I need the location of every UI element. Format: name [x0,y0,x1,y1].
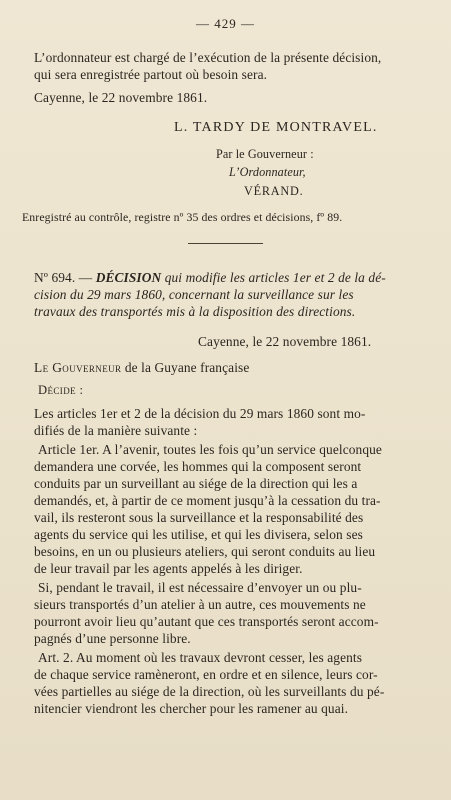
body-line: difiés de la manière suivante : [34,423,198,438]
by-governor: Par le Gouverneur : [216,147,314,161]
body-line: agents du service qui les utilise, et qui les divisera, selon ses [34,527,363,542]
body-line: sieurs transportés d’un atelier à un autre, ces mouvements ne [34,597,366,612]
body-line: demandés, et, à partir de ce moment jusqu’à la cessation du tra- [34,493,381,508]
body-line: demandera une corvée, les hommes qui la composent seront [34,459,362,474]
governor-line [34,360,249,376]
body-line: nitencier viendront les chercher pour les ramener au quai. [34,701,349,716]
decision-date: Cayenne, le 22 novembre 1861. [198,334,372,349]
body-line: pagnés d’une personne libre. [34,631,191,646]
separator-rule [188,243,263,244]
body-line: conduits par un surveillant au siége de la direction qui les a [34,476,358,491]
body-line: Art. 2. Au moment où les travaux devront cesser, les agents [38,650,363,665]
decision-title-line-3: travaux des transportés mis à la disposition des directions. [34,304,356,319]
governor-territory: de la Guyane française [124,360,250,375]
page-number: — 429 — [196,16,255,31]
body-line: pourront avoir lieu qu’autant que ces transportés seront accom- [34,614,379,629]
decision-number: Nº 694. [34,270,76,285]
closing-line-1: L’ordonnateur est chargé de l’exécution de la présente décision, [34,50,382,65]
decision-title-line-1: qui modifie les articles 1er et 2 de la dé- [164,270,386,285]
ordonnateur-name: VÉRAND. [244,184,304,198]
governor-title: Le Gouverneur [34,360,122,375]
body-line: de chaque service ramèneront, en ordre et en silence, leurs cor- [34,667,378,682]
decision-title-word: DÉCISION [95,270,162,285]
closing-line-2: qui sera enregistrée partout où besoin sera. [34,67,268,82]
body-line: Si, pendant le travail, il est nécessaire d’envoyer un ou plu- [38,580,362,595]
body-line: Article 1er. A l’avenir, toutes les fois qu’un service quelconque [38,442,382,457]
body-line: besoins, en un ou plusieurs ateliers, qui seront conduits au lieu [34,544,376,559]
body-line: de leur travail par les agents appelés à les diriger. [34,561,303,576]
closing-date: Cayenne, le 22 novembre 1861. [34,90,208,105]
decision-title-line-2: cision du 29 mars 1860, concernant la surveillance sur les [34,287,354,302]
body-line: vail, ils resteront sous la surveillance et la responsabilité des [34,510,364,525]
decision-dash: — [78,270,93,285]
body-line: vées partielles au siége de la direction, où les surveillants du pé- [34,684,385,699]
body-line: Les articles 1er et 2 de la décision du 29 mars 1860 sont mo- [34,406,366,421]
signatory-name: L. TARDY DE MONTRAVEL. [174,120,378,135]
ordonnateur-role: L’Ordonnateur, [229,165,306,179]
decision-heading-line-1 [34,270,386,286]
registration-note: Enregistré au contrôle, registre nº 35 des ordres et décisions, fº 89. [22,210,343,224]
decides-heading: Décide : [38,383,84,397]
